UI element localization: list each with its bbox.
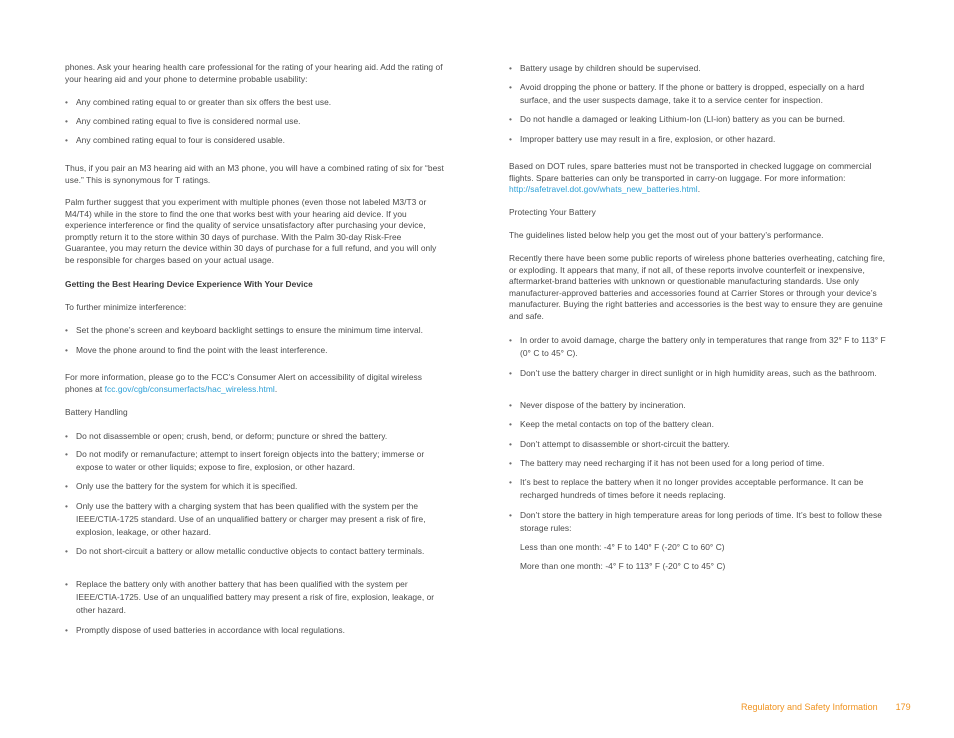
list-item: • It’s best to replace the battery when it no longer provides acceptable performance. It can be recharged hundreds of times before it needs replacing. [509,476,889,502]
dot-rules-paragraph [509,161,889,196]
list-item: • Only use the battery for the system for which it is specified. [65,480,445,493]
intro-paragraph: phones. Ask your hearing health care professional for the rating of your hearing aid. Add the rating of your hearing aid and your phone to determine probable usability: [65,62,443,84]
list-item: • Do not modify or remanufacture; attempt to insert foreign objects into the battery; immerse or expose to water or other liquids; expose to fire, explosion, or other hazard. [65,448,445,474]
dot-link[interactable]: http://safetravel.dot.gov/whats_new_batteries.html [509,184,698,194]
list-item: • In order to avoid damage, charge the battery only in temperatures that range from 32° F to 113° F (0° C to 45° C). [509,334,889,360]
experiment-paragraph: Palm further suggest that you experiment with multiple phones (even those not labeled M3/T3 or M4/T4) while in the store to find the one that works best with your hearing aid device. If you experience interference or find the quality of service unsatisfactory after purchasing your device, promptly return it to the store within 30 days of purchase. With the Palm 30-day Risk-Free Guarantee, you may return the device within 30 days of purchase for a full refund, and you will only be responsible for charges based on your actual usage. [65,197,437,265]
hearing-experience-heading: Getting the Best Hearing Device Experience With Your Device [65,279,313,289]
minimize-interference-text: To further minimize interference: [65,302,187,312]
combined-rating-paragraph: Thus, if you pair an M3 hearing aid with an M3 phone, you will have a combined rating of six for “best use.” This is synonymous for T ratings. [65,163,444,185]
protecting-battery-heading: Protecting Your Battery [509,207,596,217]
storage-rule-long-term: More than one month: -4° F to 113° F (-20° C to 45° C) [520,561,726,571]
list-item: • Do not short-circuit a battery or allow metallic conductive objects to contact battery terminals. [65,545,445,558]
fcc-link[interactable]: fcc.gov/cgb/consumerfacts/hac_wireless.html [104,383,275,394]
list-item: • Any combined rating equal to or greater than six offers the best use. [65,96,445,109]
list-item: • Don’t attempt to disassemble or short-circuit the battery. [509,438,889,451]
list-item: • Set the phone’s screen and keyboard backlight settings to ensure the minimum time interval. [65,324,445,337]
list-item: • Improper battery use may result in a fire, explosion, or other hazard. [509,133,889,146]
page-footer [741,701,911,713]
list-item: • Any combined rating equal to four is considered usable. [65,134,445,147]
page-number: 179 [895,702,911,712]
list-item: • The battery may need recharging if it has not been used for a long period of time. [509,457,889,470]
footer-section-title: Regulatory and Safety Information [741,702,878,712]
battery-handling-heading: Battery Handling [65,407,128,417]
fcc-info-paragraph [65,372,445,395]
list-item: • Avoid dropping the phone or battery. If the phone or battery is dropped, especially on a hard surface, and the user suspects damage, take it to a service center for inspection. [509,81,889,107]
list-item: • Do not handle a damaged or leaking Lithium-Ion (LI-ion) battery as you can be burned. [509,113,889,126]
list-item: • Any combined rating equal to five is considered normal use. [65,115,445,128]
guidelines-text: The guidelines listed below help you get the most out of your battery’s performance. [509,230,824,240]
list-item: • Battery usage by children should be supervised. [509,62,889,75]
list-item: • Only use the battery with a charging system that has been qualified with the system per the IEEE/CTIA-1725 standard. Use of an unqualified battery or charger may present a risk of fire, explosion, leakage, or other hazard. [65,500,445,539]
sentence-period: . [274,383,278,394]
sentence-period: . [697,184,701,194]
dot-rules-text: Based on DOT rules, spare batteries must not be transported in checked luggage on commercial flights. Spare batteries can only be transported in carry-on luggage. For more information: [509,161,872,183]
list-item: • Keep the metal contacts on top of the battery clean. [509,418,889,431]
list-item: • Never dispose of the battery by incineration. [509,399,889,412]
list-item: • Don’t store the battery in high temperature areas for long periods of time. It’s best to follow these storage rules: [509,509,889,535]
list-item: • Promptly dispose of used batteries in accordance with local regulations. [65,624,445,637]
public-reports-paragraph: Recently there have been some public reports of wireless phone batteries overheating, catching fire, or exploding. It appears that many, if not all, of these reports involve counterfeit or inexpensive, aftermarket-brand batteries with unknown or questionable manufacturing standards. Use only manufacturer-approved batteries and accessories found at Carrier Stores or through your device’s manufacturer. Buying the right batteries and accessories is the best way to ensure they are genuine and safe. [509,253,886,321]
list-item: • Don’t use the battery charger in direct sunlight or in high humidity areas, such as the bathroom. [509,367,889,380]
list-item: • Move the phone around to find the point with the least interference. [65,344,445,357]
storage-rule-short-term: Less than one month: -4° F to 140° F (-20° C to 60° C) [520,542,725,552]
list-item: • Replace the battery only with another battery that has been qualified with the system per IEEE/CTIA-1725. Use of an unqualified battery may present a risk of fire, explosion, leakage, or other hazard. [65,578,445,617]
list-item: • Do not disassemble or open; crush, bend, or deform; puncture or shred the battery. [65,430,445,443]
fcc-info-text: For more information, please go to the FCC’s Consumer Alert on accessibility of digital wireless phones at [65,372,423,394]
